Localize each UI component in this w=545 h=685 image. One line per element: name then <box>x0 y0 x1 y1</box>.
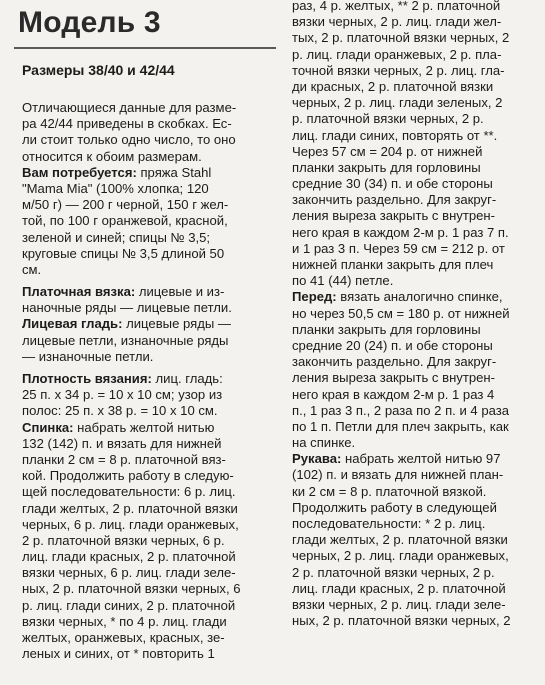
body-text: — изнаночные петли. <box>22 348 154 364</box>
body-text: той, по 100 г оранжевой, красной, <box>22 213 228 229</box>
body-text: планки закрыть для горловины <box>292 321 481 337</box>
text-line <box>292 387 537 403</box>
body-text: планки 2 см = 8 р. платочной вяз- <box>22 451 226 467</box>
text-line <box>292 322 537 338</box>
text-line <box>22 533 277 549</box>
text-line <box>292 225 537 241</box>
text-line <box>292 95 537 111</box>
text-line <box>22 517 277 533</box>
body-text: см. <box>22 261 42 277</box>
body-text: р. лиц. глади синих, 2 р. платочной <box>22 597 236 613</box>
body-text: него края в каждом 2-м р. 1 раз 4 <box>292 386 495 402</box>
text-line <box>292 532 537 548</box>
text-line <box>292 613 537 629</box>
body-text: Через 57 см = 204 р. от нижней <box>292 143 483 159</box>
body-text: р. платочной вязки черных, 2 р. <box>292 111 484 127</box>
body-text: нижней планки закрыть для плеч <box>292 257 494 272</box>
text-line <box>22 333 277 349</box>
text-line <box>292 0 537 14</box>
body-text: лицевые и из- <box>135 284 225 300</box>
body-text: лиц. гладь: <box>151 371 223 386</box>
text-line <box>292 484 537 500</box>
body-text: (102) п. и вязать для нижней план- <box>292 467 504 483</box>
text-line <box>22 349 277 365</box>
body-text: ди красных, 2 р. платочной вязки <box>292 78 494 94</box>
text-line <box>22 181 277 197</box>
body-text: вязать аналогично спинке, <box>336 289 503 305</box>
section-label: Лицевая гладь: <box>22 316 123 332</box>
body-text: кой. Продолжить работу в следую- <box>22 468 234 484</box>
body-text: лицевые ряды — <box>122 316 231 332</box>
text-line <box>22 614 277 630</box>
body-text: ли стоит только одно число, то оно <box>22 132 236 148</box>
body-text: средние 30 (34) п. и обе стороны <box>292 176 493 192</box>
text-line <box>292 289 537 305</box>
body-text: черных, 2 р. лиц. глади зеленых, 2 <box>292 95 503 111</box>
body-text: 2 р. платочной вязки черных, 6 р. <box>22 532 225 548</box>
text-line <box>292 467 537 483</box>
body-text: ления выреза закрыть с внутрен- <box>292 208 495 224</box>
text-line <box>292 581 537 597</box>
text-line <box>22 165 277 181</box>
text-line <box>22 598 277 614</box>
body-text: тых, 2 р. платочной вязки черных, 2 <box>292 30 510 46</box>
text-line <box>22 371 277 387</box>
text-line <box>22 300 277 316</box>
text-line <box>292 306 537 322</box>
text-line <box>22 468 277 484</box>
body-text: лиц. глади красных, 2 р. платочной <box>292 580 506 596</box>
body-text: средние 20 (24) п. и обе стороны <box>292 337 493 353</box>
text-line <box>22 565 277 581</box>
body-text: ных, 2 р. платочной вязки черных, 6 <box>22 581 241 597</box>
body-text: круговые спицы № 3,5 длиной 50 <box>22 245 225 261</box>
body-text: полос: 25 п. х 38 р. = 10 х 10 см. <box>22 403 218 419</box>
text-line <box>22 484 277 500</box>
body-text: ки 2 см = 8 р. платочной вязкой. <box>292 483 487 499</box>
body-text: 2 р. платочной вязки черных, 2 р. <box>292 564 495 580</box>
text-line <box>292 435 537 451</box>
text-line <box>22 246 277 262</box>
body-text: по 41 (44) петле. <box>292 273 394 289</box>
body-text: закончить раздельно. Для закруг- <box>292 192 497 208</box>
title-underline <box>14 47 276 49</box>
text-line <box>292 176 537 192</box>
body-text: набрать желтой нитью <box>73 419 215 435</box>
text-line <box>292 241 537 257</box>
text-line <box>292 47 537 63</box>
text-line <box>292 354 537 370</box>
text-line <box>292 144 537 160</box>
body-text: глади желтых, 2 р. платочной вязки <box>22 500 238 516</box>
body-text: по 1 п. Петли для плеч закрыть, как <box>292 418 509 434</box>
body-text: закончить раздельно. Для закруг- <box>292 354 497 370</box>
text-line <box>22 436 277 452</box>
text-line <box>22 197 277 213</box>
text-line <box>292 14 537 30</box>
body-text: п., 1 раз 3 п., 2 раза по 2 п. и 4 раза <box>292 402 510 418</box>
text-line <box>22 262 277 278</box>
text-line <box>292 516 537 532</box>
text-line <box>22 149 277 165</box>
body-text: относится к обоим размерам. <box>22 148 202 164</box>
text-line <box>22 213 277 229</box>
text-line <box>22 403 277 419</box>
text-line <box>22 387 277 403</box>
body-text: 25 п. х 34 р. = 10 х 10 см; узор из <box>22 387 223 403</box>
text-line <box>292 160 537 176</box>
body-text: и 1 раз 3 п. Через 59 см = 212 р. от <box>292 240 505 256</box>
text-line <box>292 419 537 435</box>
body-text: ных, 2 р. платочной вязки черных, 2 <box>292 613 511 629</box>
left-text-column <box>22 100 277 662</box>
body-text: ра 42/44 приведены в скобках. Ес- <box>22 116 232 132</box>
body-text: черных, 6 р. лиц. глади оранжевых, <box>22 516 239 532</box>
text-line <box>292 79 537 95</box>
body-text: Отличающиеся данные для разме- <box>22 100 237 115</box>
text-line <box>22 646 277 662</box>
text-line <box>292 403 537 419</box>
text-line <box>292 63 537 79</box>
body-text: точной вязки черных, 2 р. лиц. гла- <box>292 62 505 78</box>
text-line <box>292 565 537 581</box>
text-line <box>292 208 537 224</box>
text-line <box>292 111 537 127</box>
page-title: Модель 3 <box>18 6 161 39</box>
body-text: него края в каждом 2-м р. 1 раз 7 п. <box>292 224 509 240</box>
text-line <box>292 548 537 564</box>
body-text: вязки черных, 2 р. лиц. глади зеле- <box>292 596 506 612</box>
text-line <box>22 100 277 116</box>
text-line <box>292 192 537 208</box>
body-text: но через 50,5 см = 180 р. от нижней <box>292 305 510 321</box>
body-text: ления выреза закрыть с внутрен- <box>292 370 495 386</box>
body-text: наночные ряды — лицевые петли. <box>22 300 232 316</box>
text-line <box>292 597 537 613</box>
body-text: вязки черных, 6 р. лиц. глади зеле- <box>22 565 236 581</box>
text-line <box>292 30 537 46</box>
text-line <box>22 316 277 332</box>
section-label: Спинка: <box>22 419 74 435</box>
text-line <box>22 420 277 436</box>
text-line <box>292 338 537 354</box>
section-label: Плотность вязания: <box>22 371 152 386</box>
text-line <box>22 630 277 646</box>
body-text: лиц. глади красных, 2 р. платочной <box>22 549 236 565</box>
right-text-column <box>292 0 537 629</box>
section-label: Вам потребуется: <box>22 164 137 180</box>
body-text: вязки черных, * по 4 р. лиц. глади <box>22 613 227 629</box>
text-line <box>22 581 277 597</box>
text-line <box>292 128 537 144</box>
body-text: черных, 2 р. лиц. глади оранжевых, <box>292 548 509 564</box>
section-label: Платочная вязка: <box>22 284 136 300</box>
body-text: пряжа Stahl <box>136 164 212 180</box>
body-text: желтых, оранжевых, красных, зе- <box>22 630 225 645</box>
text-line <box>292 451 537 467</box>
body-text: зеленой и синей; спицы № 3,5; <box>22 229 211 245</box>
text-line <box>22 549 277 565</box>
body-text: 132 (142) п. и вязать для нижней <box>22 435 222 451</box>
body-text: планки закрыть для горловины <box>292 159 481 175</box>
sizes-heading: Размеры 38/40 и 42/44 <box>22 62 175 78</box>
body-text: Продолжить работу в следующей <box>292 499 497 515</box>
text-line <box>292 257 537 273</box>
text-line <box>22 116 277 132</box>
text-line <box>292 500 537 516</box>
body-text: р. лиц. глади оранжевых, 2 р. пла- <box>292 46 502 62</box>
body-text: м/50 г) — 200 г черной, 150 г жел- <box>22 197 229 213</box>
body-text: на спинке. <box>292 435 356 451</box>
body-text: набрать желтой нитью 97 <box>341 451 501 467</box>
section-label: Рукава: <box>292 451 342 467</box>
body-text: глади желтых, 2 р. платочной вязки <box>292 532 508 548</box>
body-text: "Mama Mia" (100% хлопка; 120 <box>22 180 209 196</box>
section-label: Перед: <box>292 289 337 305</box>
text-line <box>22 501 277 517</box>
body-text: вязки черных, 2 р. лиц. глади жел- <box>292 14 502 30</box>
body-text: раз, 4 р. желтых, ** 2 р. платочной <box>292 0 501 13</box>
text-line <box>22 230 277 246</box>
text-line <box>292 370 537 386</box>
body-text: лицевые петли, изнаночные ряды <box>22 332 229 348</box>
body-text: щей последовательности: 6 р. лиц. <box>22 484 236 500</box>
text-line <box>292 273 537 289</box>
body-text: последовательности: * 2 р. лиц. <box>292 516 486 531</box>
body-text: леных и синих, от * повторить 1 <box>22 646 215 662</box>
text-line <box>22 284 277 300</box>
text-line <box>22 452 277 468</box>
body-text: лиц. глади синих, повторять от **. <box>292 127 498 143</box>
text-line <box>22 132 277 148</box>
